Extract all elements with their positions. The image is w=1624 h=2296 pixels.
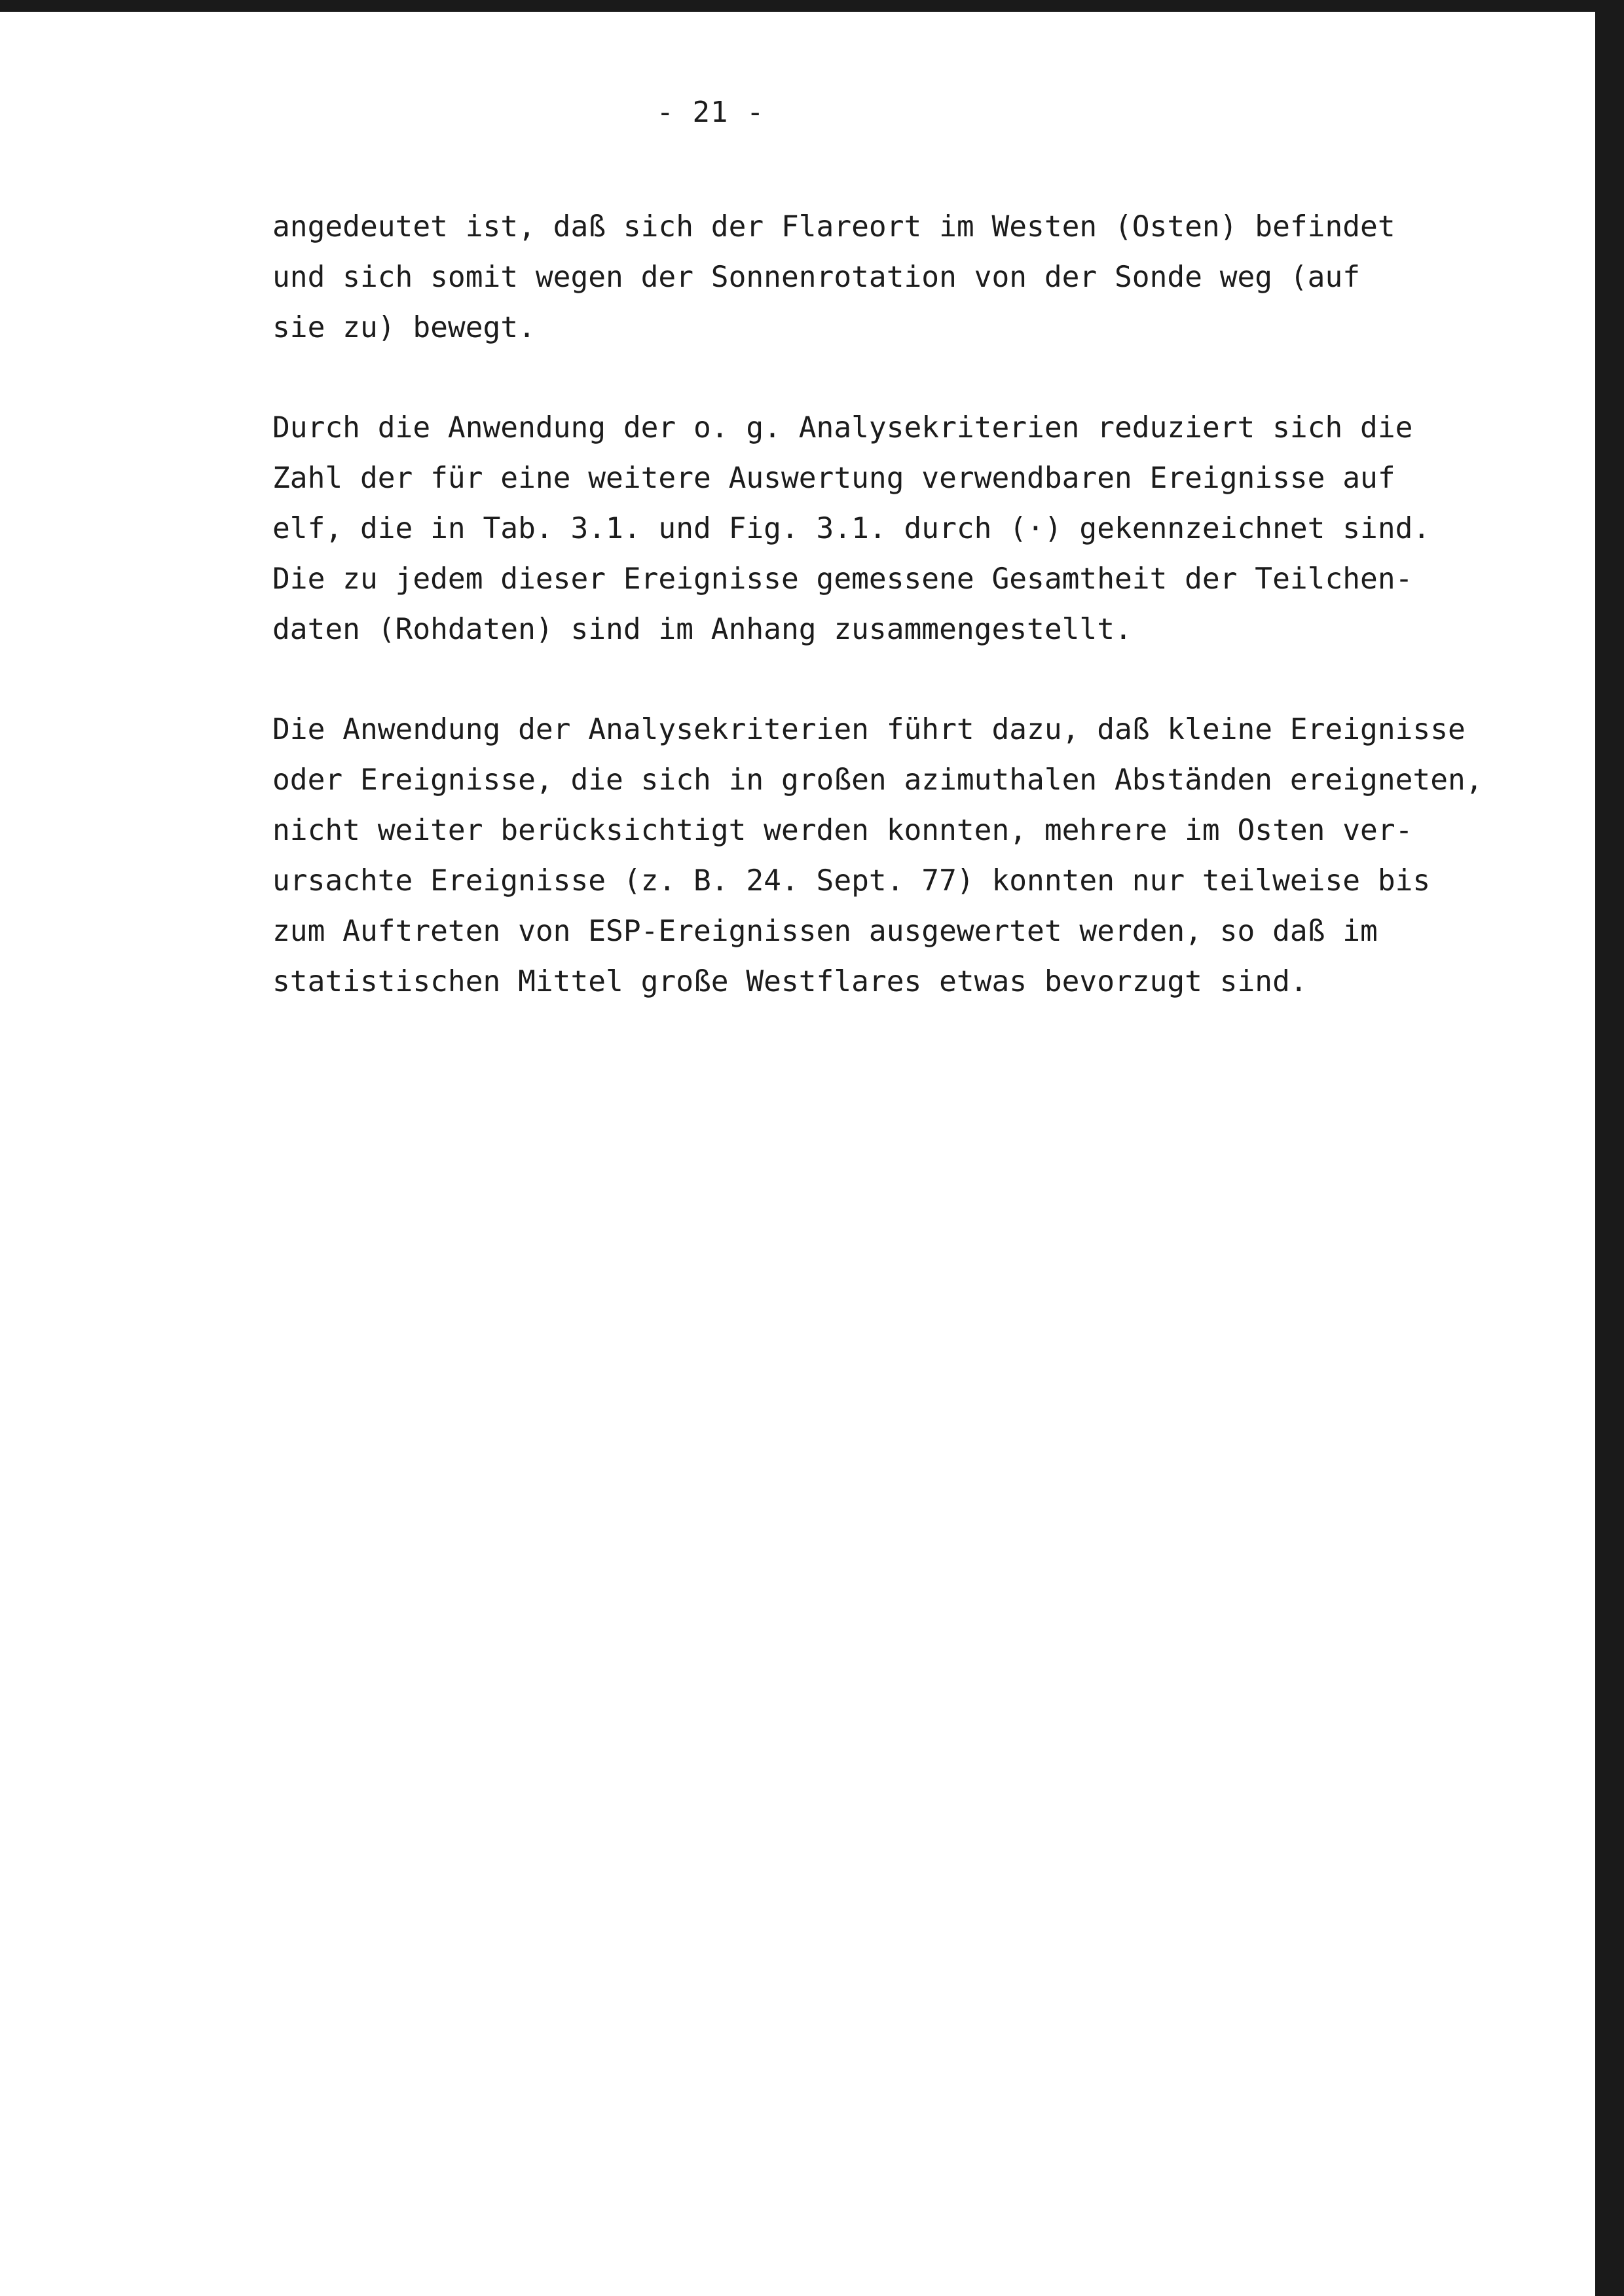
text-line: angedeutet ist, daß sich der Flareort im Westen (Osten) befindet [272, 210, 1395, 244]
document-page [0, 12, 1595, 2296]
text-line: elf, die in Tab. 3.1. und Fig. 3.1. durch (·) gekennzeichnet sind. [272, 512, 1431, 545]
text-line: nicht weiter berücksichtigt werden konnten, mehrere im Osten ver- [272, 814, 1413, 847]
text-line: Die Anwendung der Analysekriterien führt dazu, daß kleine Ereignisse [272, 713, 1466, 746]
text-line: ursachte Ereignisse (z. B. 24. Sept. 77) konnten nur teilweise bis [272, 864, 1431, 898]
text-line: Zahl der für eine weitere Auswertung verwendbaren Ereignisse auf [272, 462, 1395, 495]
text-line: statistischen Mittel große Westflares etwas bevorzugt sind. [272, 965, 1308, 998]
paragraph-2 [272, 403, 1431, 655]
text-line: und sich somit wegen der Sonnenrotation von der Sonde weg (auf [272, 261, 1361, 294]
text-line: Die zu jedem dieser Ereignisse gemessene Gesamtheit der Teilchen- [272, 562, 1413, 596]
page-number: - 21 - [656, 96, 765, 129]
text-line: daten (Rohdaten) sind im Anhang zusammengestellt. [272, 613, 1132, 646]
text-line: oder Ereignisse, die sich in großen azimuthalen Abständen ereigneten, [272, 763, 1483, 797]
text-line: sie zu) bewegt. [272, 311, 536, 344]
text-line: Durch die Anwendung der o. g. Analysekriterien reduziert sich die [272, 411, 1413, 445]
paragraph-3 [272, 704, 1483, 1007]
text-line: zum Auftreten von ESP-Ereignissen ausgewertet werden, so daß im [272, 915, 1378, 948]
body-text [272, 202, 1483, 1057]
paragraph-1 [272, 202, 1425, 353]
